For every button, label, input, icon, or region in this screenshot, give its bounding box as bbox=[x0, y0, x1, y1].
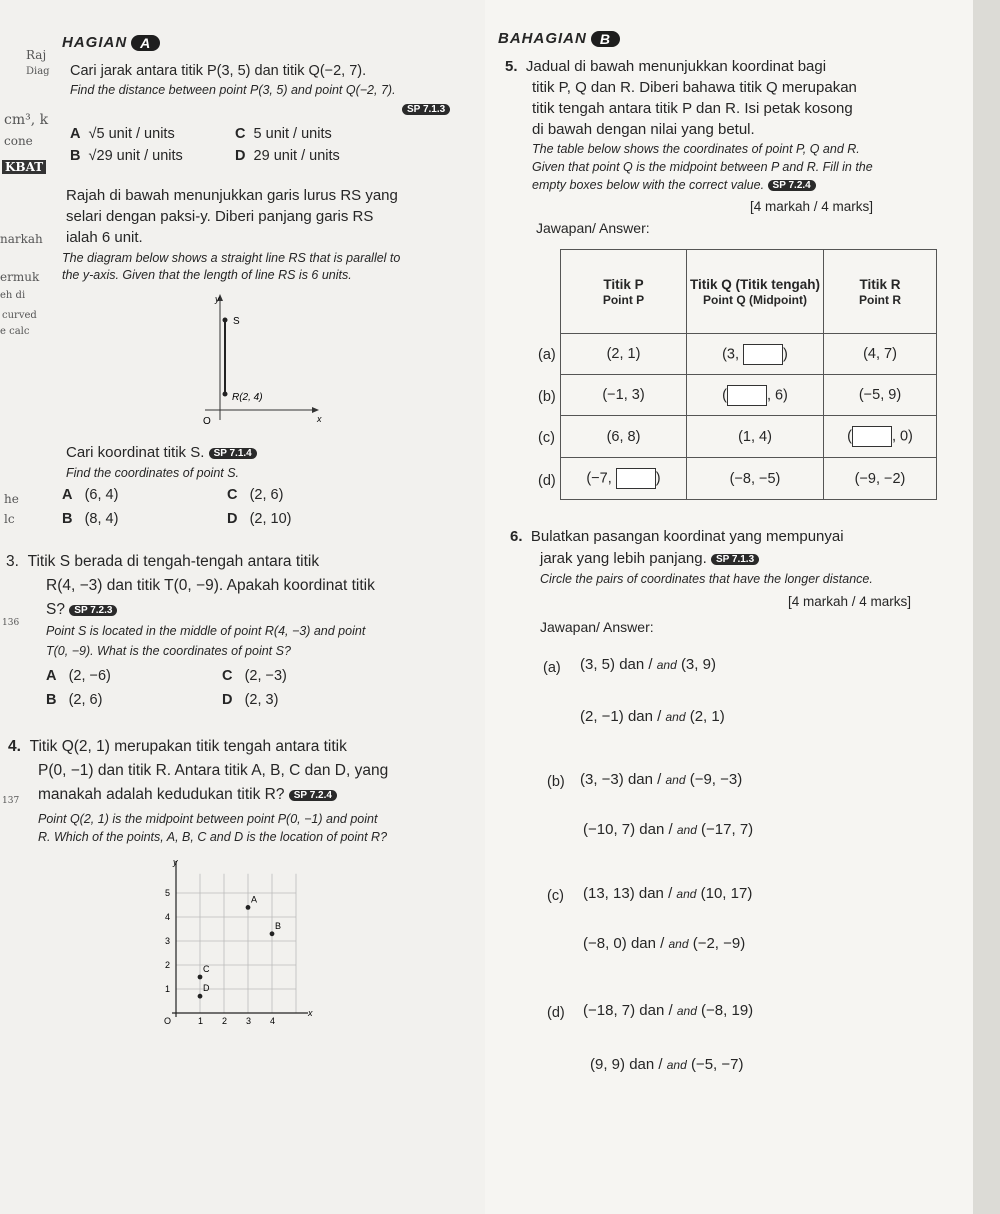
q3-en-2: T(0, −9). What is the coordinates of point S? bbox=[46, 644, 291, 658]
q5-header-q: Titik Q (Titik tengah) Point Q (Midpoint) bbox=[687, 250, 824, 334]
q3-ms-2: R(4, −3) dan titik T(0, −9). Apakah koordinat titik bbox=[46, 577, 375, 594]
q5-ms-1: 5. Jadual di bawah menunjukkan koordinat bagi bbox=[505, 58, 827, 75]
margin-note: e calc bbox=[0, 326, 30, 337]
q6-d-label: (d) bbox=[547, 1005, 565, 1021]
q2-y-axis-label: y bbox=[215, 294, 220, 304]
point-a bbox=[246, 905, 251, 910]
q5-b-answer-box[interactable] bbox=[727, 385, 767, 406]
q4-ms-1: 4. Titik Q(2, 1) merupakan titik tengah antara titik bbox=[8, 738, 347, 755]
q5-b-r: (−5, 9) bbox=[824, 375, 937, 416]
x-tick-label: 4 bbox=[270, 1016, 276, 1026]
part-a-badge: A bbox=[131, 35, 160, 51]
q5-ms-3: titik tengah antara titik P dan R. Isi petak kosong bbox=[532, 100, 853, 117]
q5-row-label: (b) bbox=[538, 389, 556, 405]
margin-note: lc bbox=[4, 512, 15, 526]
point-b bbox=[270, 931, 275, 936]
q4-sp-tag: SP 7.2.4 bbox=[289, 790, 337, 801]
q6-ms-2: jarak yang lebih panjang. SP 7.1.3 bbox=[540, 550, 759, 567]
x-tick-label: 1 bbox=[198, 1016, 204, 1026]
point-label-b: B bbox=[275, 920, 282, 931]
q3-option-d: D (2, 3) bbox=[222, 692, 279, 708]
origin-label: O bbox=[164, 1016, 172, 1026]
q5-b-q: ( , 6) bbox=[687, 375, 824, 416]
q6-ms-1: 6. Bulatkan pasangan koordinat yang mempunyai bbox=[510, 528, 844, 545]
q5-en-2: Given that point Q is the midpoint between P and R. Fill in the bbox=[532, 160, 873, 174]
q2-diagram bbox=[185, 290, 325, 430]
q5-b-p: (−1, 3) bbox=[561, 375, 687, 416]
table-row bbox=[561, 375, 937, 416]
margin-note: narkah bbox=[0, 232, 43, 246]
q2-x-axis-label: x bbox=[317, 414, 322, 424]
margin-note: Raj bbox=[26, 48, 47, 62]
q5-a-p: (2, 1) bbox=[561, 334, 687, 375]
q2-origin-label: O bbox=[203, 416, 211, 427]
q2-en-1: The diagram below shows a straight line RS that is parallel to bbox=[62, 251, 401, 265]
part-b-label: BAHAGIAN bbox=[498, 30, 587, 47]
q1-ms: Cari jarak antara titik P(3, 5) dan titik Q(−2, 7). bbox=[70, 63, 367, 79]
y-tick-label: 2 bbox=[165, 960, 171, 970]
q3-option-c: C (2, −3) bbox=[222, 668, 287, 684]
q4-en-2: R. Which of the points, A, B, C and D is the location of point R? bbox=[38, 830, 388, 844]
page-edge bbox=[973, 0, 1000, 1214]
q5-a-q: (3, ) bbox=[687, 334, 824, 375]
margin-note: 137 bbox=[2, 796, 20, 806]
q1-sp-tag: SP 7.1.3 bbox=[402, 104, 450, 115]
q5-c-q: (1, 4) bbox=[687, 416, 824, 458]
q3-ms-1: 3. Titik S berada di tengah-tengah antara titik bbox=[6, 553, 320, 570]
y-tick-label: 3 bbox=[165, 936, 171, 946]
q5-header-p: Titik P Point P bbox=[561, 250, 687, 334]
q3-en-1: Point S is located in the middle of point R(4, −3) and point bbox=[46, 624, 366, 638]
q5-d-q: (−8, −5) bbox=[687, 458, 824, 500]
q2-ask-en: Find the coordinates of point S. bbox=[66, 466, 240, 480]
q5-table bbox=[560, 249, 937, 500]
q2-option-c: C (2, 6) bbox=[227, 487, 284, 503]
part-a-label: HAGIAN bbox=[62, 34, 128, 51]
margin-note: ermuk bbox=[0, 270, 40, 284]
table-row bbox=[561, 416, 937, 458]
q1-option-b: B √29 unit / units bbox=[70, 148, 183, 164]
point-label-c: C bbox=[203, 964, 210, 974]
q6-b-pair-1[interactable]: (3, −3) dan / and (−9, −3) bbox=[580, 771, 743, 788]
q1-option-a: A √5 unit / units bbox=[70, 126, 175, 142]
q4-graph bbox=[148, 855, 313, 1030]
margin-note: eh di bbox=[0, 290, 26, 301]
q6-answer-label: Jawapan/ Answer: bbox=[540, 619, 654, 635]
q2-option-b: B (8, 4) bbox=[62, 511, 119, 527]
q1-option-d: D 29 unit / units bbox=[235, 148, 340, 164]
q5-en-1: The table below shows the coordinates of point P, Q and R. bbox=[532, 142, 860, 156]
point-label-d: D bbox=[203, 983, 210, 994]
q6-a-label: (a) bbox=[543, 660, 561, 676]
q6-a-pair-2[interactable]: (2, −1) dan / and (2, 1) bbox=[580, 708, 725, 725]
margin-note: KBAT bbox=[2, 160, 46, 174]
q6-marks: [4 markah / 4 marks] bbox=[788, 594, 912, 609]
q2-ms-3: ialah 6 unit. bbox=[66, 229, 143, 246]
q6-c-pair-1[interactable]: (13, 13) dan / and (10, 17) bbox=[583, 885, 753, 902]
margin-note: he bbox=[4, 492, 19, 506]
q5-row-label: (d) bbox=[538, 473, 556, 489]
q5-row-label: (a) bbox=[538, 347, 556, 363]
point-c bbox=[198, 975, 203, 980]
q4-ms-2: P(0, −1) dan titik R. Antara titik A, B, C dan D, yang bbox=[38, 762, 389, 779]
q5-a-answer-box[interactable] bbox=[743, 344, 783, 365]
q5-d-p: (−7, ) bbox=[561, 458, 687, 500]
q2-option-d: D (2, 10) bbox=[227, 511, 292, 527]
margin-note: Diag bbox=[26, 66, 50, 77]
q2-ms-2: selari dengan paksi-y. Diberi panjang garis RS bbox=[66, 208, 374, 225]
part-b-badge: B bbox=[591, 31, 620, 47]
q6-d-pair-1[interactable]: (−18, 7) dan / and (−8, 19) bbox=[583, 1002, 754, 1019]
q6-b-pair-2[interactable]: (−10, 7) dan / and (−17, 7) bbox=[583, 821, 754, 838]
y-tick-label: 1 bbox=[165, 984, 171, 994]
margin-note: curved bbox=[2, 310, 37, 321]
part-a-header bbox=[62, 34, 160, 51]
q3-ms-3: S? SP 7.2.3 bbox=[46, 601, 117, 619]
point-label-a: A bbox=[251, 894, 258, 905]
q2-ask-ms: Cari koordinat titik S. SP 7.1.4 bbox=[66, 444, 257, 461]
margin-note: cone bbox=[4, 134, 33, 148]
table-row bbox=[561, 458, 937, 500]
q2-point-r-label: R(2, 4) bbox=[232, 392, 263, 403]
q2-en-2: the y-axis. Given that the length of line RS is 6 units. bbox=[62, 268, 352, 282]
q5-c-answer-box[interactable] bbox=[852, 426, 892, 447]
x-tick-label: 3 bbox=[246, 1016, 252, 1026]
q5-a-r: (4, 7) bbox=[824, 334, 937, 375]
q5-ms-2: titik P, Q dan R. Diberi bahawa titik Q merupakan bbox=[532, 79, 857, 96]
q5-d-answer-box[interactable] bbox=[616, 468, 656, 489]
q6-c-label: (c) bbox=[547, 888, 564, 904]
point-d bbox=[198, 994, 203, 999]
q5-ms-4: di bawah dengan nilai yang betul. bbox=[532, 121, 755, 138]
q5-answer-label: Jawapan/ Answer: bbox=[536, 220, 650, 236]
q6-c-pair-2[interactable]: (−8, 0) dan / and (−2, −9) bbox=[583, 935, 746, 952]
margin-note: cm³, k bbox=[4, 112, 49, 128]
q4-en-1: Point Q(2, 1) is the midpoint between point P(0, −1) and point bbox=[38, 812, 378, 826]
q2-option-a: A (6, 4) bbox=[62, 487, 119, 503]
q5-row-label: (c) bbox=[538, 430, 555, 446]
q5-header-r: Titik R Point R bbox=[824, 250, 937, 334]
q6-d-pair-2[interactable]: (9, 9) dan / and (−5, −7) bbox=[590, 1056, 744, 1073]
q2-ms-1: Rajah di bawah menunjukkan garis lurus RS yang bbox=[66, 187, 398, 204]
q6-sp-tag: SP 7.1.3 bbox=[711, 554, 759, 565]
q5-en-3: empty boxes below with the correct value. SP 7.2.4 bbox=[532, 178, 816, 192]
q6-b-label: (b) bbox=[547, 774, 565, 790]
q5-c-r: ( , 0) bbox=[824, 416, 937, 458]
x-tick-label: 2 bbox=[222, 1016, 228, 1026]
y-tick-label: 5 bbox=[165, 888, 171, 898]
q6-en: Circle the pairs of coordinates that have the longer distance. bbox=[540, 572, 873, 586]
q2-point-s-label: S bbox=[233, 316, 240, 327]
q3-option-a: A (2, −6) bbox=[46, 668, 111, 684]
margin-note: 136 bbox=[2, 618, 20, 628]
q5-d-r: (−9, −2) bbox=[824, 458, 937, 500]
q6-a-pair-1[interactable]: (3, 5) dan / and (3, 9) bbox=[580, 656, 716, 673]
q5-marks: [4 markah / 4 marks] bbox=[750, 199, 874, 214]
q3-sp-tag: SP 7.2.3 bbox=[69, 605, 117, 616]
q3-option-b: B (2, 6) bbox=[46, 692, 103, 708]
part-b-header bbox=[498, 30, 620, 47]
x-axis-label: x bbox=[308, 1008, 313, 1018]
q5-sp-tag: SP 7.2.4 bbox=[768, 180, 816, 191]
y-tick-label: 4 bbox=[165, 912, 171, 922]
q1-option-c: C 5 unit / units bbox=[235, 126, 332, 142]
table-row bbox=[561, 334, 937, 375]
y-axis-label: y bbox=[173, 857, 178, 867]
q1-en: Find the distance between point P(3, 5) and point Q(−2, 7). bbox=[70, 83, 396, 97]
q5-c-p: (6, 8) bbox=[561, 416, 687, 458]
q4-ms-3: manakah adalah kedudukan titik R? SP 7.2.4 bbox=[38, 786, 337, 804]
q2-sp-tag: SP 7.1.4 bbox=[209, 448, 257, 459]
